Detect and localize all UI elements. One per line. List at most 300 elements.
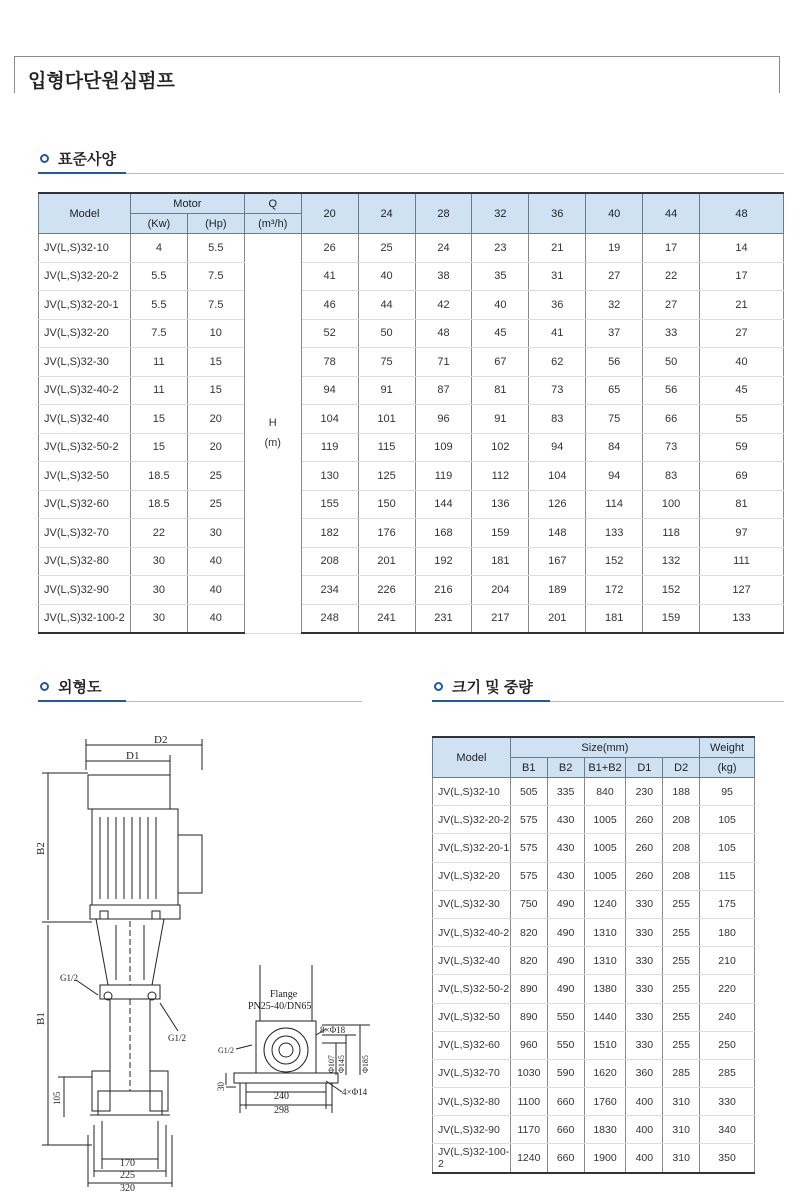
- cell-kw: 18.5: [130, 462, 187, 491]
- bullet-icon: [434, 682, 443, 691]
- cell-head-value: 159: [643, 604, 700, 633]
- cell-size-value: 400: [626, 1144, 663, 1173]
- size-table-row: [433, 1144, 755, 1173]
- label-flange: Flange: [270, 989, 298, 1000]
- cell-head-value: 118: [643, 519, 700, 548]
- cell-hp: 40: [187, 547, 244, 576]
- cell-head-value: 81: [472, 376, 529, 405]
- cell-head-value: 83: [529, 405, 586, 434]
- size-table-row: [433, 975, 755, 1003]
- col-header-hp: (Hp): [187, 214, 244, 234]
- cell-size-value: 400: [626, 1116, 663, 1144]
- cell-kw: 11: [130, 348, 187, 377]
- cell-hp: 7.5: [187, 291, 244, 320]
- cell-size-value: 1760: [584, 1088, 626, 1116]
- cell-hp: 7.5: [187, 262, 244, 291]
- cell-size-value: 255: [663, 890, 700, 918]
- cell-size-value: 310: [663, 1116, 700, 1144]
- cell-head-value: 27: [586, 262, 643, 291]
- cell-size-value: 1900: [584, 1144, 626, 1173]
- cell-head-value: 133: [700, 604, 784, 633]
- cell-head-value: 40: [472, 291, 529, 320]
- cell-head-value: 17: [643, 234, 700, 263]
- cell-head-value: 152: [643, 576, 700, 605]
- spec-table-row: [39, 405, 784, 434]
- cell-head-value: 73: [529, 376, 586, 405]
- spec-table-row: [39, 547, 784, 576]
- cell-size-value: 550: [547, 1003, 584, 1031]
- cell-weight: 180: [700, 918, 755, 946]
- cell-size-value: 1620: [584, 1059, 626, 1087]
- cell-size-value: 1310: [584, 918, 626, 946]
- motor-fan-cover: [88, 775, 170, 809]
- spec-table-row: [39, 576, 784, 605]
- label-g-half-2: G1/2: [168, 1033, 186, 1043]
- cell-model: JV(L,S)32-60: [39, 490, 131, 519]
- cell-size-value: 255: [663, 1003, 700, 1031]
- label-298: 298: [274, 1105, 289, 1116]
- cell-weight: 105: [700, 806, 755, 834]
- terminal-box: [178, 835, 202, 893]
- cell-size-value: 260: [626, 806, 663, 834]
- cell-head-value: 69: [700, 462, 784, 491]
- cell-model: JV(L,S)32-50: [433, 1003, 511, 1031]
- col-header-flow: 24: [358, 193, 415, 234]
- cell-head-value: 176: [358, 519, 415, 548]
- label-d2: D2: [154, 734, 168, 746]
- cell-size-value: 310: [663, 1144, 700, 1173]
- section-size-header: [434, 676, 533, 697]
- cell-head-value: 100: [643, 490, 700, 519]
- section-outline-title: 외형도: [58, 679, 102, 696]
- cell-size-value: 1440: [584, 1003, 626, 1031]
- cell-model: JV(L,S)32-70: [39, 519, 131, 548]
- label-170: 170: [120, 1158, 135, 1169]
- cell-size-value: 430: [547, 834, 584, 862]
- cell-head-value: 159: [472, 519, 529, 548]
- cell-model: JV(L,S)32-20-1: [433, 834, 511, 862]
- cell-head-value: 36: [529, 291, 586, 320]
- cell-head-value: 84: [586, 433, 643, 462]
- cell-head-value: 104: [529, 462, 586, 491]
- cell-model: JV(L,S)32-10: [39, 234, 131, 263]
- cell-size-value: 255: [663, 975, 700, 1003]
- cell-size-value: 1240: [510, 1144, 547, 1173]
- cell-head-value: 81: [700, 490, 784, 519]
- head-label: H: [268, 417, 277, 430]
- label-105: 105: [52, 1091, 62, 1105]
- cell-size-value: 255: [663, 918, 700, 946]
- cell-weight: 175: [700, 890, 755, 918]
- cell-size-value: 1005: [584, 862, 626, 890]
- size-table-row: [433, 1059, 755, 1087]
- cell-head-value: 91: [358, 376, 415, 405]
- size-col-header-sub: B2: [547, 758, 584, 778]
- cell-head-value: 133: [586, 519, 643, 548]
- col-header-flow: 28: [415, 193, 472, 234]
- cell-head-value: 111: [700, 547, 784, 576]
- cell-head-value: 201: [529, 604, 586, 633]
- spec-table-row: [39, 319, 784, 348]
- pump-side-body: [256, 1021, 316, 1073]
- bullet-icon: [40, 682, 49, 691]
- cell-weight: 285: [700, 1059, 755, 1087]
- cell-head-value: 94: [529, 433, 586, 462]
- cell-head-value: 52: [301, 319, 358, 348]
- cell-size-value: 490: [547, 947, 584, 975]
- cell-model: JV(L,S)32-70: [433, 1059, 511, 1087]
- label-flange-spec: PN25-40/DN65: [248, 1001, 312, 1012]
- cell-head-value: 127: [700, 576, 784, 605]
- cell-head-value: 119: [301, 433, 358, 462]
- cell-head-value: 181: [472, 547, 529, 576]
- size-table-row: [433, 947, 755, 975]
- cell-head-value: 112: [472, 462, 529, 491]
- size-table-row: [433, 1031, 755, 1059]
- cell-size-value: 505: [510, 778, 547, 806]
- cell-hp: 15: [187, 376, 244, 405]
- cell-size-value: 575: [510, 806, 547, 834]
- cell-head-value: 50: [358, 319, 415, 348]
- cell-head-value: 204: [472, 576, 529, 605]
- cell-model: JV(L,S)32-40: [433, 947, 511, 975]
- cell-size-value: 490: [547, 890, 584, 918]
- cell-size-value: 1310: [584, 947, 626, 975]
- size-col-header-sub: D1: [626, 758, 663, 778]
- cell-size-value: 230: [626, 778, 663, 806]
- cell-head-value: 216: [415, 576, 472, 605]
- cell-head-value: 150: [358, 490, 415, 519]
- cell-model: JV(L,S)32-20: [39, 319, 131, 348]
- cell-head-value: 94: [586, 462, 643, 491]
- cell-head-value: 37: [586, 319, 643, 348]
- cell-size-value: 890: [510, 975, 547, 1003]
- cell-kw: 30: [130, 547, 187, 576]
- cell-model: JV(L,S)32-60: [433, 1031, 511, 1059]
- cell-model: JV(L,S)32-80: [433, 1088, 511, 1116]
- label-phi145: Φ145: [337, 1055, 346, 1073]
- cell-model: JV(L,S)32-100-2: [433, 1144, 511, 1173]
- cell-head-value: 168: [415, 519, 472, 548]
- cell-head-value: 125: [358, 462, 415, 491]
- cell-weight: 220: [700, 975, 755, 1003]
- col-header-flow: 32: [472, 193, 529, 234]
- cell-head-value: 44: [358, 291, 415, 320]
- col-header-flow: 36: [529, 193, 586, 234]
- cell-size-value: 575: [510, 834, 547, 862]
- cell-head-value: 46: [301, 291, 358, 320]
- cell-head-value: 94: [301, 376, 358, 405]
- cell-head-value: 172: [586, 576, 643, 605]
- page-title: 입형다단원심펌프: [28, 71, 175, 92]
- section-underline: [38, 700, 126, 702]
- size-table-row: [433, 918, 755, 946]
- cell-kw: 30: [130, 576, 187, 605]
- cell-head-value: 182: [301, 519, 358, 548]
- section-size-title: 크기 및 중량: [452, 679, 533, 696]
- section-spec-title: 표준사양: [58, 151, 116, 168]
- spec-table-row: [39, 462, 784, 491]
- cell-head-value: 17: [700, 262, 784, 291]
- cell-size-value: 400: [626, 1088, 663, 1116]
- size-col-header-weight: Weight: [700, 737, 755, 758]
- col-header-kw: (Kw): [130, 214, 187, 234]
- cell-head-value: 55: [700, 405, 784, 434]
- size-col-header-weight-unit: (kg): [700, 758, 755, 778]
- label-30: 30: [216, 1082, 226, 1091]
- cell-model: JV(L,S)32-100-2: [39, 604, 131, 633]
- cell-head-value: 181: [586, 604, 643, 633]
- size-table-row: [433, 1116, 755, 1144]
- cell-model: JV(L,S)32-20-2: [433, 806, 511, 834]
- cell-weight: 330: [700, 1088, 755, 1116]
- cell-head-value: 144: [415, 490, 472, 519]
- cell-head-value: 96: [415, 405, 472, 434]
- cell-head-value: 21: [700, 291, 784, 320]
- cell-head-value: 119: [415, 462, 472, 491]
- cell-kw: 18.5: [130, 490, 187, 519]
- label-phi107: Φ107: [327, 1055, 336, 1073]
- col-header-q-unit: (m³/h): [244, 214, 301, 234]
- size-col-header-model: Model: [433, 737, 511, 778]
- size-table-row: [433, 862, 755, 890]
- side-base-plate: [234, 1073, 338, 1083]
- cell-head-value: 189: [529, 576, 586, 605]
- pump-outline-drawing: [30, 725, 410, 1195]
- cell-size-value: 330: [626, 975, 663, 1003]
- cell-head-value: 192: [415, 547, 472, 576]
- cell-model: JV(L,S)32-80: [39, 547, 131, 576]
- cell-head-value: 40: [700, 348, 784, 377]
- cell-head-value: 75: [358, 348, 415, 377]
- cell-size-value: 1380: [584, 975, 626, 1003]
- spec-table-row: [39, 490, 784, 519]
- bullet-icon: [40, 154, 49, 163]
- cell-head-value: 45: [472, 319, 529, 348]
- label-b2: B2: [35, 842, 47, 855]
- cell-size-value: 255: [663, 947, 700, 975]
- cell-model: JV(L,S)32-30: [433, 890, 511, 918]
- cell-size-value: 1030: [510, 1059, 547, 1087]
- cell-weight: 240: [700, 1003, 755, 1031]
- cell-head-value: 109: [415, 433, 472, 462]
- cell-size-value: 260: [626, 862, 663, 890]
- cell-weight: 95: [700, 778, 755, 806]
- cell-head-value: 126: [529, 490, 586, 519]
- cell-kw: 11: [130, 376, 187, 405]
- cell-head-value: 97: [700, 519, 784, 548]
- cell-head-value: 83: [643, 462, 700, 491]
- spec-table-row: [39, 519, 784, 548]
- cell-head-value: 167: [529, 547, 586, 576]
- label-d1: D1: [126, 750, 140, 762]
- cell-kw: 15: [130, 433, 187, 462]
- cell-model: JV(L,S)32-40: [39, 405, 131, 434]
- cell-head-value: 104: [301, 405, 358, 434]
- cell-head-value: 208: [301, 547, 358, 576]
- cell-head-value: 217: [472, 604, 529, 633]
- cell-size-value: 255: [663, 1031, 700, 1059]
- cell-head-value: 14: [700, 234, 784, 263]
- cell-size-value: 490: [547, 975, 584, 1003]
- cell-head-value: 101: [358, 405, 415, 434]
- cell-size-value: 840: [584, 778, 626, 806]
- cell-hp: 30: [187, 519, 244, 548]
- cell-head-value: 48: [415, 319, 472, 348]
- spec-table-row: [39, 376, 784, 405]
- col-header-flow: 40: [586, 193, 643, 234]
- cell-kw: 4: [130, 234, 187, 263]
- cell-kw: 5.5: [130, 262, 187, 291]
- cell-head-value: 59: [700, 433, 784, 462]
- flange-circle: [264, 1028, 308, 1072]
- cell-head-value: 22: [643, 262, 700, 291]
- size-table-row: [433, 834, 755, 862]
- section-divider: [38, 173, 784, 174]
- cell-size-value: 960: [510, 1031, 547, 1059]
- cell-size-value: 1005: [584, 834, 626, 862]
- head-unit: (m): [264, 437, 281, 450]
- cell-size-value: 1240: [584, 890, 626, 918]
- cell-head-value: 19: [586, 234, 643, 263]
- cell-head-value: 241: [358, 604, 415, 633]
- cell-head-value: 248: [301, 604, 358, 633]
- label-240: 240: [274, 1091, 289, 1102]
- size-table: [432, 736, 755, 1174]
- section-underline: [38, 172, 126, 174]
- cell-size-value: 590: [547, 1059, 584, 1087]
- cell-head-value: 35: [472, 262, 529, 291]
- col-header-flow: 48: [700, 193, 784, 234]
- cell-head-value: 41: [301, 262, 358, 291]
- label-phi185: Φ185: [361, 1055, 370, 1073]
- size-table-row: [433, 1003, 755, 1031]
- cell-model: JV(L,S)32-90: [433, 1116, 511, 1144]
- label-b1: B1: [35, 1012, 47, 1025]
- cell-head-value: 50: [643, 348, 700, 377]
- cell-size-value: 208: [663, 806, 700, 834]
- cell-head-value: 40: [358, 262, 415, 291]
- cell-model: JV(L,S)32-10: [433, 778, 511, 806]
- spec-table-row: [39, 604, 784, 633]
- cell-size-value: 890: [510, 1003, 547, 1031]
- cell-model: JV(L,S)32-40-2: [433, 918, 511, 946]
- cell-head-value: 231: [415, 604, 472, 633]
- cell-weight: 350: [700, 1144, 755, 1173]
- cell-head-value: 67: [472, 348, 529, 377]
- cell-head-value: 41: [529, 319, 586, 348]
- cell-size-value: 820: [510, 918, 547, 946]
- spec-table-row: [39, 291, 784, 320]
- section-outline-header: [40, 676, 101, 697]
- cell-hp: 15: [187, 348, 244, 377]
- cell-size-value: 430: [547, 806, 584, 834]
- cell-head-value: 73: [643, 433, 700, 462]
- cell-head-value: 102: [472, 433, 529, 462]
- cell-size-value: 575: [510, 862, 547, 890]
- cell-hp: 20: [187, 405, 244, 434]
- cell-head-value: 21: [529, 234, 586, 263]
- cell-head-value: 155: [301, 490, 358, 519]
- size-col-header-sub: B1+B2: [584, 758, 626, 778]
- section-spec-header: [40, 148, 116, 169]
- cell-size-value: 1005: [584, 806, 626, 834]
- cell-head-value: 25: [358, 234, 415, 263]
- cell-head-value: 65: [586, 376, 643, 405]
- label-bolt-holes: 8×Φ18: [320, 1025, 346, 1035]
- cell-model: JV(L,S)32-20: [433, 862, 511, 890]
- cell-head-value: 226: [358, 576, 415, 605]
- cell-head-value: 66: [643, 405, 700, 434]
- size-table-row: [433, 890, 755, 918]
- cell-size-value: 750: [510, 890, 547, 918]
- cell-hp: 25: [187, 490, 244, 519]
- label-g-half-1: G1/2: [60, 973, 78, 983]
- cell-head-value: 148: [529, 519, 586, 548]
- cell-kw: 30: [130, 604, 187, 633]
- cell-size-value: 1100: [510, 1088, 547, 1116]
- cell-head-value: 27: [700, 319, 784, 348]
- cell-weight: 115: [700, 862, 755, 890]
- cell-size-value: 660: [547, 1144, 584, 1173]
- label-225: 225: [120, 1170, 135, 1181]
- cell-hp: 40: [187, 576, 244, 605]
- cell-size-value: 335: [547, 778, 584, 806]
- cell-kw: 15: [130, 405, 187, 434]
- cell-size-value: 430: [547, 862, 584, 890]
- cell-size-value: 660: [547, 1088, 584, 1116]
- cell-head-value: 234: [301, 576, 358, 605]
- size-table-row: [433, 1088, 755, 1116]
- cell-model: JV(L,S)32-20-2: [39, 262, 131, 291]
- cell-hp: 40: [187, 604, 244, 633]
- cell-head-value: 132: [643, 547, 700, 576]
- cell-size-value: 330: [626, 1031, 663, 1059]
- cell-model: JV(L,S)32-50-2: [433, 975, 511, 1003]
- cell-size-value: 188: [663, 778, 700, 806]
- cell-head-value: 75: [586, 405, 643, 434]
- label-base-holes: 4×Φ14: [342, 1087, 368, 1097]
- cell-head-value: 38: [415, 262, 472, 291]
- cell-size-value: 1510: [584, 1031, 626, 1059]
- spec-table: [38, 192, 784, 634]
- cell-head-unit: [244, 234, 301, 634]
- cell-head-value: 114: [586, 490, 643, 519]
- cell-size-value: 285: [663, 1059, 700, 1087]
- cell-model: JV(L,S)32-50-2: [39, 433, 131, 462]
- cell-head-value: 152: [586, 547, 643, 576]
- col-header-flow: 44: [643, 193, 700, 234]
- cell-kw: 22: [130, 519, 187, 548]
- cell-size-value: 1830: [584, 1116, 626, 1144]
- cell-head-value: 32: [586, 291, 643, 320]
- cell-size-value: 330: [626, 1003, 663, 1031]
- cell-head-value: 33: [643, 319, 700, 348]
- section-underline: [432, 700, 550, 702]
- spec-table-row: [39, 348, 784, 377]
- cell-head-value: 78: [301, 348, 358, 377]
- cell-head-value: 87: [415, 376, 472, 405]
- cell-hp: 10: [187, 319, 244, 348]
- cell-size-value: 660: [547, 1116, 584, 1144]
- cell-head-value: 56: [643, 376, 700, 405]
- cell-head-value: 26: [301, 234, 358, 263]
- size-table-row: [433, 806, 755, 834]
- label-320: 320: [120, 1183, 135, 1194]
- col-header-motor: Motor: [130, 193, 244, 214]
- cell-model: JV(L,S)32-30: [39, 348, 131, 377]
- cell-size-value: 260: [626, 834, 663, 862]
